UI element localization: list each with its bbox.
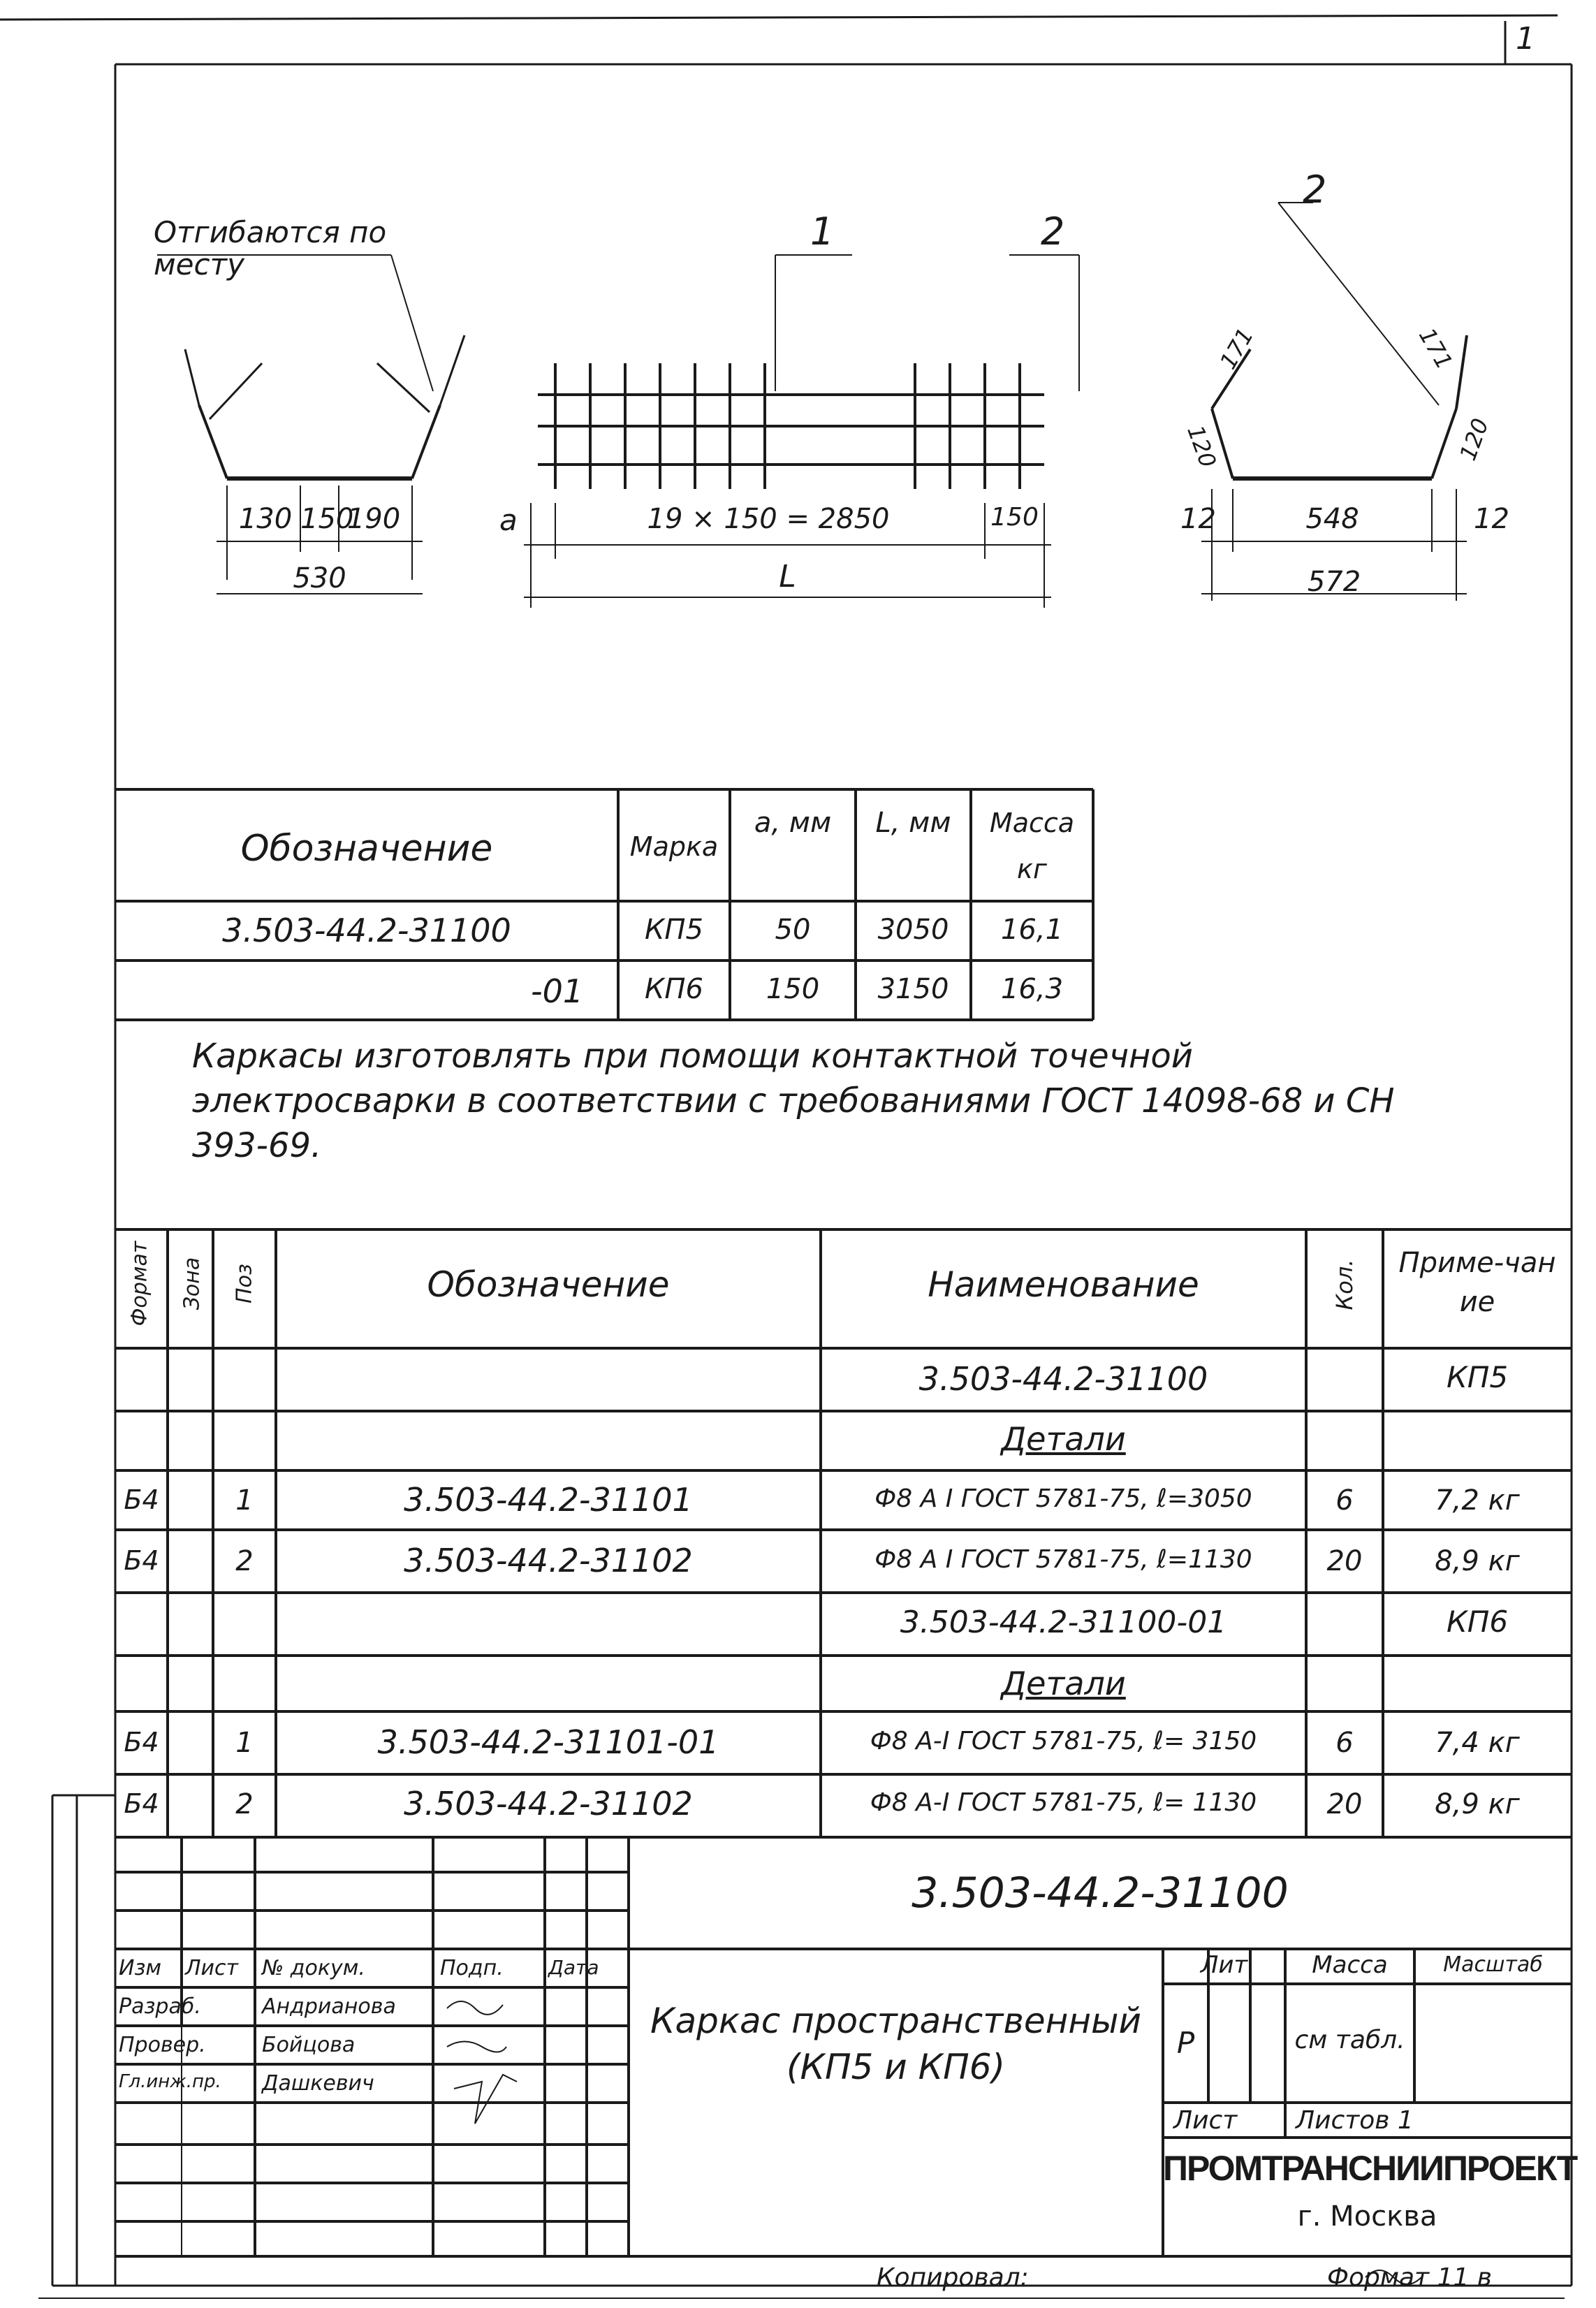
marks-row-2-L: 3150 xyxy=(877,973,949,1005)
spec-row-6-name: Детали xyxy=(1001,1665,1126,1702)
spec-row-3-format: Б4 xyxy=(124,1484,159,1515)
role-checker: Провер. xyxy=(119,2033,206,2057)
marks-row-1-a: 50 xyxy=(775,914,811,946)
lit-label: Лит xyxy=(1200,1951,1248,1979)
marks-row-1-mass: 16,1 xyxy=(1000,914,1064,946)
spec-row-7-note: 7,4 кг xyxy=(1435,1727,1520,1759)
right-callout-2: 2 xyxy=(1303,168,1327,212)
spec-header-note: Приме-чание xyxy=(1398,1247,1556,1318)
right-dim-slant-3: 120 xyxy=(1182,421,1222,472)
spec-header-name: Наименование xyxy=(928,1264,1199,1305)
spec-row-4-pos: 2 xyxy=(235,1545,254,1577)
spec-row-7-format: Б4 xyxy=(124,1727,159,1758)
marks-row-2-mark: КП6 xyxy=(645,973,703,1005)
spec-row-7-designation: 3.503-44.2-31101-01 xyxy=(377,1723,719,1761)
spec-row-2-name: Детали xyxy=(1001,1420,1126,1458)
marks-row-2-mass: 16,3 xyxy=(1000,973,1064,1005)
spec-row-7-pos: 1 xyxy=(235,1727,254,1759)
left-dim-2: 150 xyxy=(300,503,354,535)
spec-row-1-name: 3.503-44.2-31100 xyxy=(918,1360,1208,1398)
mass-value: см табл. xyxy=(1294,2026,1405,2054)
role-checker-name: Бойцова xyxy=(262,2033,356,2057)
roles-header-list: Лист xyxy=(185,1956,239,1980)
marks-header-a: а, мм xyxy=(754,807,832,839)
spec-header-format: Формат xyxy=(127,1241,152,1327)
sheet-label: Лист xyxy=(1173,2106,1238,2135)
spec-row-7-qty: 6 xyxy=(1335,1727,1354,1759)
spec-row-4-qty: 20 xyxy=(1326,1545,1363,1577)
dim-spacing: 19 × 150 = 2850 xyxy=(647,503,890,535)
marks-row-1-mark: КП5 xyxy=(645,914,703,946)
lit-value: Р xyxy=(1176,2026,1195,2060)
role-developer-name: Андрианова xyxy=(262,1994,396,2019)
callout-2: 2 xyxy=(1041,210,1065,254)
right-dim-bottom-1: 12 xyxy=(1180,503,1216,535)
right-dim-total: 572 xyxy=(1307,566,1361,598)
spec-row-3-qty: 6 xyxy=(1335,1484,1354,1517)
sheet-number: 1 xyxy=(1516,21,1535,57)
right-dim-bottom-3: 12 xyxy=(1474,503,1509,535)
spec-row-8-format: Б4 xyxy=(124,1788,159,1819)
spec-header-pos: Поз xyxy=(232,1264,257,1303)
right-dim-slant-1: 171 xyxy=(1214,323,1259,374)
marks-row-2-designation: -01 xyxy=(531,972,584,1010)
footer-copied: Копировал: xyxy=(877,2263,1029,2292)
callout-1: 1 xyxy=(810,210,835,254)
spec-row-3-note: 7,2 кг xyxy=(1435,1484,1520,1517)
fabrication-notes: Каркасы изготовлять при помощи контактной точечной электросварки в соответствии с требованиями ГОСТ 14098-68 и СН 393-69. xyxy=(192,1037,1395,1165)
left-dim-3: 190 xyxy=(346,503,401,535)
spec-header-designation: Обозначение xyxy=(427,1264,670,1305)
dim-end: 150 xyxy=(990,503,1039,532)
marks-header-L: L, мм xyxy=(875,807,951,839)
roles-header-date: Дата xyxy=(548,1956,599,1979)
spec-row-5-note: КП6 xyxy=(1446,1605,1509,1639)
role-developer: Разраб. xyxy=(119,1994,201,2019)
marks-row-2-a: 150 xyxy=(766,973,820,1005)
title-name: Каркас пространственный (КП5 и КП6) xyxy=(650,2001,1141,2087)
city: г. Москва xyxy=(1297,2200,1437,2233)
spec-row-8-pos: 2 xyxy=(235,1788,254,1820)
right-dim-bottom-2: 548 xyxy=(1305,503,1359,535)
spec-row-4-format: Б4 xyxy=(124,1545,159,1576)
spec-row-5-name: 3.503-44.2-31100-01 xyxy=(900,1605,1227,1640)
organization: ПРОМТРАНСНИИПРОЕКТ xyxy=(1163,2149,1577,2188)
spec-header-zone: Зона xyxy=(180,1257,205,1310)
spec-row-4-name: Ф8 А I ГОСТ 5781-75, ℓ=1130 xyxy=(874,1545,1252,1574)
spec-row-3-designation: 3.503-44.2-31101 xyxy=(404,1481,693,1519)
mass-label: Масса xyxy=(1312,1951,1388,1979)
spec-row-4-designation: 3.503-44.2-31102 xyxy=(404,1542,693,1579)
spec-row-3-name: Ф8 А I ГОСТ 5781-75, ℓ=3050 xyxy=(874,1484,1252,1513)
sheets-label: Листов 1 xyxy=(1296,2106,1414,2135)
marks-row-1-L: 3050 xyxy=(877,914,949,946)
spec-row-8-qty: 20 xyxy=(1326,1788,1363,1820)
scale-label: Масштаб xyxy=(1443,1952,1543,1977)
roles-header-sign: Подп. xyxy=(440,1956,504,1980)
left-dim-1: 130 xyxy=(238,503,293,535)
marks-header-designation: Обозначение xyxy=(240,828,493,870)
role-chief: Гл.инж.пр. xyxy=(119,2071,221,2092)
spec-row-4-note: 8,9 кг xyxy=(1435,1545,1520,1577)
spec-header-qty: Кол. xyxy=(1331,1259,1358,1310)
left-sketch-note: Отгибаются по месту xyxy=(154,215,387,282)
dim-a: a xyxy=(499,503,518,537)
left-dim-total: 530 xyxy=(293,562,346,594)
spec-row-8-name: Ф8 А-I ГОСТ 5781-75, ℓ= 1130 xyxy=(870,1788,1257,1817)
right-dim-slant-4: 120 xyxy=(1454,414,1494,465)
spec-row-8-note: 8,9 кг xyxy=(1435,1788,1520,1820)
spec-row-8-designation: 3.503-44.2-31102 xyxy=(404,1785,693,1823)
marks-header-mark: Марка xyxy=(629,831,719,862)
dim-L: L xyxy=(779,559,796,594)
title-designation: 3.503-44.2-31100 xyxy=(912,1869,1289,1918)
marks-header-mass: Масса кг xyxy=(989,808,1075,884)
spec-row-7-name: Ф8 А-I ГОСТ 5781-75, ℓ= 3150 xyxy=(870,1727,1257,1755)
marks-row-1-designation: 3.503-44.2-31100 xyxy=(222,912,511,949)
right-dim-slant-2: 171 xyxy=(1413,323,1458,374)
roles-header-izm: Изм xyxy=(119,1956,162,1980)
spec-row-3-pos: 1 xyxy=(235,1484,254,1517)
role-chief-name: Дашкевич xyxy=(262,2071,374,2096)
spec-row-1-note: КП5 xyxy=(1446,1360,1509,1394)
footer-format: Формат 11 в xyxy=(1327,2263,1492,2292)
roles-header-doc: № докум. xyxy=(262,1956,365,1980)
